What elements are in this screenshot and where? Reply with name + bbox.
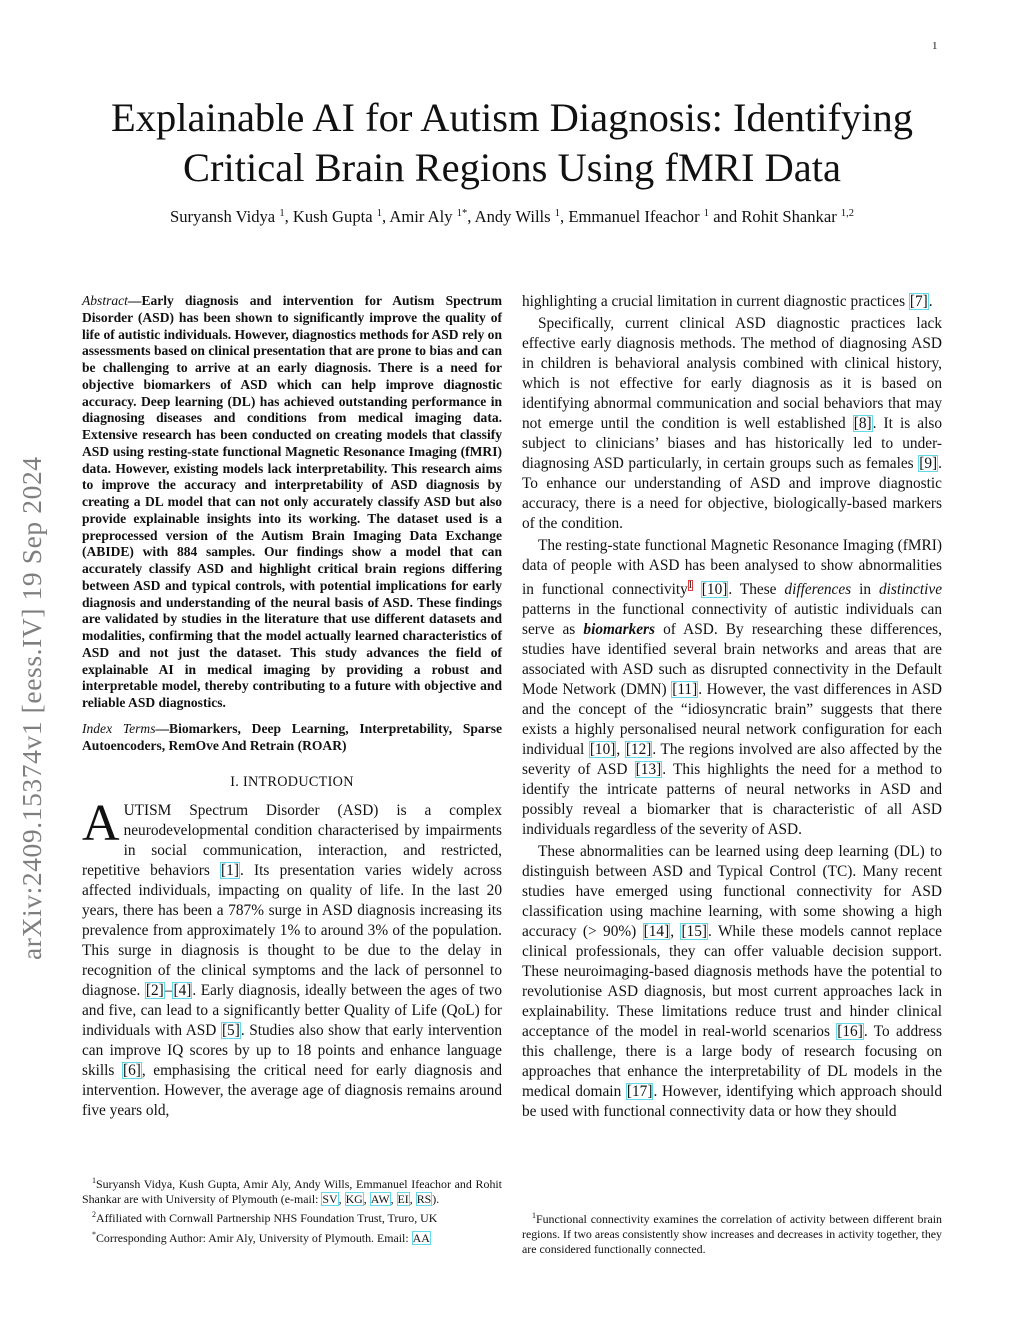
abstract	[82, 293, 502, 712]
paragraph-text	[693, 581, 701, 598]
author-affiliation: 1	[279, 208, 285, 219]
paragraph-text: These abnormalities can be learned using deep learning (DL) to distinguish between ASD and Typical Control (TC). Many recent studies have emerged using functional connectivity for ASD classification using machine learning, with some showing a high accuracy (> 90%)	[522, 843, 942, 940]
paragraph-text: . Early diagnosis, ideally between the ages of two and five, can lead to a significantly better Quality of Life (QoL) for individuals with ASD	[82, 982, 502, 1040]
paragraph	[522, 292, 942, 312]
footnote-mark: 1	[92, 1176, 96, 1185]
paragraph-text: . However, identifying which approach should be used with functional connectivity data or how they should	[522, 1083, 942, 1120]
footnote-affiliations	[82, 1173, 502, 1207]
author-affiliation: 1,2	[840, 208, 855, 219]
footnotes-left	[82, 1173, 502, 1246]
abstract-text: —Early diagnosis and intervention for Autism Spectrum Disorder (ASD) has been shown to significantly improve the quality of life of autistic individuals. However, diagnostics methods for ASD rely on assessments based on clinical presentation that are prone to bias and can be challenging to arrive at an early diagnosis. There is a need for objective biomarkers of ASD which can help improve diagnostic accuracy. Deep learning (DL) has achieved outstanding performance in diagnosing diseases and conditions from medical imaging data. Extensive research has been conducted on creating models that classify ASD using resting-state functional Magnetic Resonance Imaging (fMRI) data. However, existing models lack interpretability. This research aims to improve the accuracy and interpretability of ASD diagnosis by creating a DL model that can not only accurately classify ASD but also provide explainable insights into its working. The dataset used is a preprocessed version of the Autism Brain Imaging Data Exchange (ABIDE) with 884 samples. Our findings show a model that can accurately classify ASD and highlight critical brain regions differing between ASD and typical controls, with potential implications for early diagnosis and understanding of the neural basis of ASD. These findings are validated by studies in the literature that use different datasets and modalities, confirming that the model actually learned characteristics of ASD and not just the dataset. This study advances the field of explainable AI in medical imaging by providing a robust and interpretable model, thereby contributing to a future with objective and reliable ASD diagnostics.	[82, 293, 502, 710]
paragraph-text: , emphasising the critical need for early diagnosis and intervention. However, the average age of diagnosis remains around five years old,	[82, 1062, 502, 1120]
paragraph-text: . Studies also show that early intervention can improve IQ scores by up to 18 points and enhance language skills	[82, 1022, 503, 1080]
paragraph-text: Specifically, current clinical ASD diagnostic practices lack effective early diagnosis methods. The method of diagnosing ASD in children is behavioral analysis combined with clinical history, which is not effective for early diagnosis as it is based on identifying abnormal communication and social behaviors that may not emerge until the condition is well established	[522, 315, 942, 432]
index-terms-text: —Biomarkers, Deep Learning, Interpretability, Sparse Autoencoders, RemOve And Retrain (ROAR)	[82, 720, 502, 753]
section-title-rest: NTRODUCTION	[247, 774, 354, 791]
author-list: Suryansh Vidya $^1$, Kush Gupta $^1$, Amir Aly $^{1*}$, Andy Wills $^1$, Emmanuel Ifeachor $^1$ and Rohit Shankar $^{1,2}$	[169, 207, 855, 226]
page-number: 1	[932, 40, 938, 52]
paragraph-text: . While these models cannot replace clinical professionals, they can offer valuable decision support. These neuroimaging-based diagnosis methods have the potential to revolutionise ASD diagnosis, but most current approaches lack in explainability. These limitations reduce trust and hinder clinical acceptance of the model in real-world scenarios	[522, 923, 942, 1040]
author-affiliation: 1*	[456, 208, 468, 219]
footnote-text: ,	[363, 1192, 370, 1207]
paragraph-text: of ASD. By researching these differences, studies have identified several brain networks and areas that are associated with ASD such as disrupted connectivity in the Default Mode Network (DMN)	[522, 621, 942, 698]
drop-cap: A	[82, 795, 120, 853]
citation-link[interactable]: [17]	[626, 1083, 653, 1100]
arxiv-identifier-stamp: arXiv:2409.15374v1 [eess.IV] 19 Sep 2024	[16, 456, 47, 960]
paragraph-text: in	[851, 581, 879, 598]
footnote-text: ).	[432, 1192, 440, 1207]
paragraph-text: patterns in the functional connectivity of autistic individuals can serve as	[522, 601, 942, 638]
authors-connector: and	[713, 207, 738, 226]
citation-link[interactable]: [1]	[221, 862, 239, 880]
citation-link[interactable]: [12]	[625, 741, 652, 758]
citation-link[interactable]: [11]	[672, 681, 698, 698]
footnote-text: ,	[409, 1192, 416, 1207]
citation-link[interactable]: [6]	[122, 1062, 141, 1080]
footnote-text: Corresponding Author: Amir Aly, University of Plymouth. Email:	[96, 1230, 412, 1245]
author-affiliation: 1	[703, 208, 710, 219]
citation-link[interactable]: [9]	[919, 455, 938, 472]
paper-title	[82, 93, 942, 193]
paragraph-text: UTISM Spectrum Disorder (ASD) is a complex neurodevelopmental condition characterised by impairments in social communication, interaction, and restricted, repetitive behaviors	[82, 802, 502, 880]
paragraph-text: . Its presentation varies widely across affected individuals, impacting on quality of life. In the last 20 years, there has been a 787% surge in ASD diagnosis increasing its prevalence from approximately 1% to around 3% of the population. This surge in diagnosis is thought to be due to the delay in recognition of the clinical symptoms and the lack of personnel to diagnose.	[82, 862, 502, 1000]
index-terms	[82, 721, 502, 755]
footnote-mark: 1	[532, 1211, 536, 1220]
paragraph	[522, 536, 942, 840]
email-link[interactable]: KG	[345, 1192, 363, 1207]
abstract-label: Abstract	[82, 293, 128, 308]
section-first-letter: I	[242, 774, 248, 791]
footnote-text: Affiliated with Cornwall Partnership NHS Foundation Trust, Truro, UK	[96, 1211, 438, 1226]
footnote-text: Functional connectivity examines the correlation of activity between different brain regions. If two areas consistently show increases and decreases in activity together, they are considered functionally connected.	[522, 1212, 942, 1257]
author-name: Andy Wills	[474, 207, 551, 226]
footnote-text: ,	[338, 1192, 345, 1207]
citation-link[interactable]: [13]	[635, 761, 662, 778]
author-name: Emmanuel Ifeachor	[568, 207, 700, 226]
author-name: Rohit Shankar	[741, 207, 837, 226]
paragraph-text: ,	[616, 741, 625, 758]
citation-link[interactable]: [4]	[173, 982, 192, 1000]
citation-link[interactable]: [8]	[853, 415, 872, 432]
author-affiliation: 1	[554, 208, 561, 219]
paragraph-text: . To address this challenge, there is a large body of research focusing on approaches that enhance the interpretability of DL models in the medical domain	[522, 1023, 942, 1100]
footnote-text: Suryansh Vidya, Kush Gupta, Amir Aly, Andy Wills, Emmanuel Ifeachor and Rohit Shankar are with University of Plymouth (e-mail:	[82, 1177, 502, 1207]
paragraph-text: . These	[728, 581, 785, 598]
paragraph-text: .	[928, 293, 933, 310]
citation-link[interactable]: [2]	[145, 982, 164, 1000]
paragraph-text: . This highlights the need for a method to identify the intricate patterns of neural networks in ASD and possibly reveal a biomarker that is characteristic of all ASD individuals regardless of the severity of ASD.	[522, 761, 942, 838]
author-name: Kush Gupta	[292, 207, 373, 226]
citation-link[interactable]: [5]	[221, 1022, 240, 1040]
paragraph-text: . The regions involved are also affected by the severity of ASD	[522, 741, 942, 778]
footnote-link[interactable]: 1	[687, 580, 693, 591]
citation-link[interactable]: [10]	[589, 741, 616, 758]
title-line-1: Explainable AI for Autism Diagnosis: Identifying	[110, 95, 913, 140]
footnote-nhs	[82, 1207, 502, 1226]
footnote-text: ,	[390, 1192, 397, 1207]
paragraph-text: The resting-state functional Magnetic Resonance Imaging (fMRI) data of people with ASD has been analysed to show abnormalities in functional connectivity	[522, 537, 942, 598]
citation-link[interactable]: [16]	[837, 1023, 863, 1040]
paragraph-text: . However, the vast differences in ASD and the concept of the “idiosyncratic brain” suggests that there exists a highly personalised neural network configuration for each individual	[522, 681, 942, 758]
email-link[interactable]: AW	[370, 1192, 390, 1207]
paragraph-text: . To enhance our understanding of ASD and improve diagnostic accuracy, there is a need for objective, biologically-based markers of the condition.	[522, 455, 942, 532]
paragraph-text: . It is also subject to clinicians’ biases and has historically led to under-diagnosing ASD particularly, in certain groups such as females	[522, 415, 942, 472]
citation-link[interactable]: [7]	[909, 293, 928, 310]
author-name: Amir Aly	[389, 207, 453, 226]
index-terms-label: Index Terms	[82, 720, 156, 736]
citation-link[interactable]: [14]	[643, 923, 670, 940]
paragraph-text: ,	[670, 923, 681, 940]
footnote-mark: 2	[92, 1210, 96, 1220]
section-numeral: I.	[230, 774, 243, 791]
citation-link[interactable]: [10]	[701, 581, 728, 598]
email-link[interactable]: RS	[416, 1192, 432, 1207]
author-name: Suryansh Vidya	[169, 207, 276, 226]
footnote-corresponding	[82, 1227, 502, 1246]
emphasis-text: differences	[784, 581, 852, 598]
email-link[interactable]: SV	[322, 1192, 338, 1207]
paragraph-text: highlighting a crucial limitation in current diagnostic practices	[522, 293, 909, 310]
emphasis-text: biomarkers	[583, 621, 655, 638]
emphasis-text: distinctive	[878, 581, 943, 598]
left-column	[82, 293, 502, 1121]
citation-link[interactable]: [15]	[681, 923, 708, 940]
paragraph-text: –	[164, 982, 173, 1000]
email-link[interactable]: AA	[412, 1230, 430, 1245]
title-line-2: Critical Brain Regions Using fMRI Data	[182, 145, 842, 190]
right-column	[522, 292, 942, 1122]
footnote-functional-connectivity	[522, 1208, 942, 1258]
intro-paragraph	[82, 795, 503, 1121]
paragraph	[522, 314, 942, 534]
paragraph	[522, 842, 942, 1122]
section-heading-introduction	[82, 774, 502, 791]
email-link[interactable]: EI	[397, 1192, 409, 1207]
author-affiliation: 1	[376, 208, 383, 219]
footnote-mark: *	[92, 1229, 96, 1239]
